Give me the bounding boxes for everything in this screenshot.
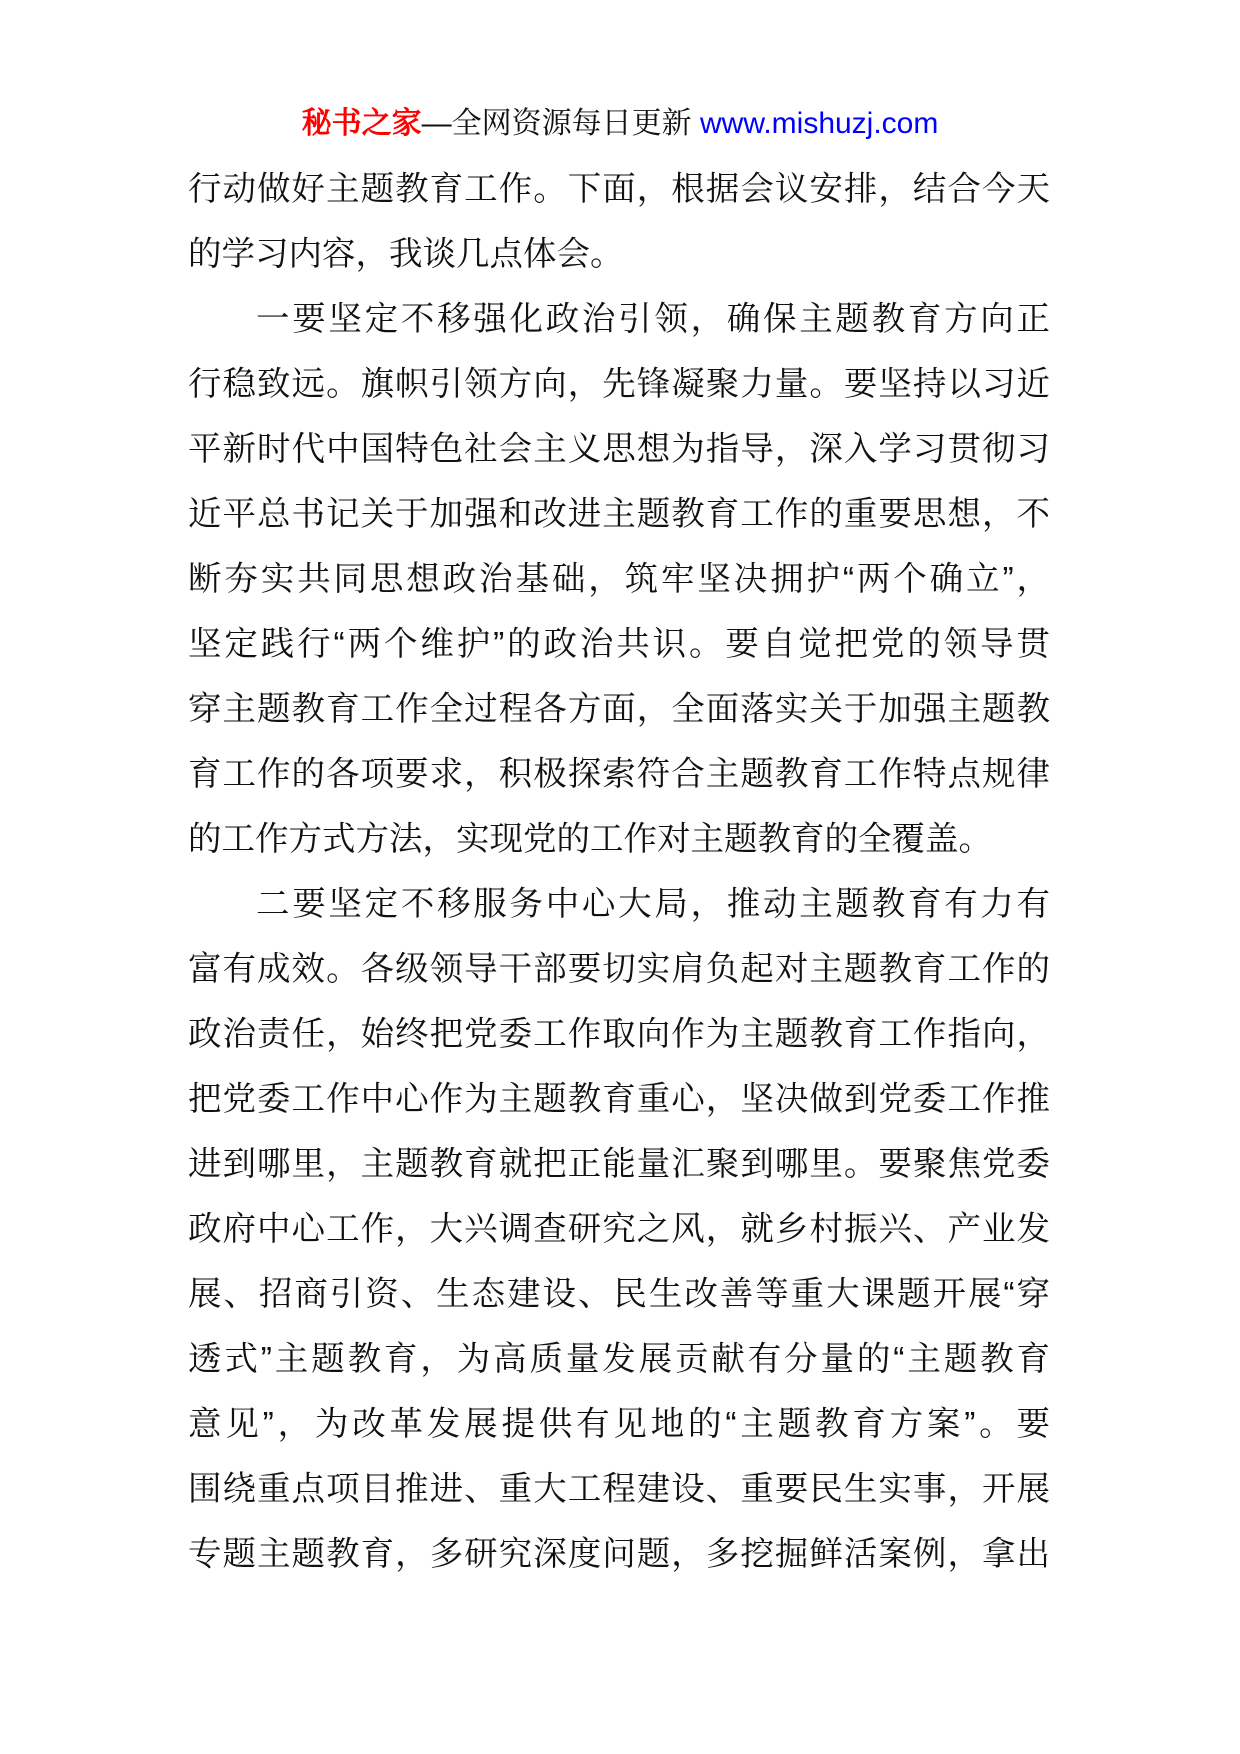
site-banner [0, 102, 1240, 146]
body-text-line: 断夯实共同思想政治基础，筑牢坚决拥护“两个确立”， [188, 561, 1050, 598]
body-text-line: 近平总书记关于加强和改进主题教育工作的重要思想，不 [188, 496, 1050, 533]
body-text-line: 把党委工作中心作为主题教育重心，坚决做到党委工作推 [188, 1081, 1050, 1118]
paragraph [188, 157, 1050, 287]
body-text-line: 坚定践行“两个维护”的政治共识。要自觉把党的领导贯 [188, 626, 1050, 663]
paragraph [188, 287, 1050, 872]
body-text-line: 一要坚定不移强化政治引领，确保主题教育方向正 [256, 301, 1050, 338]
body-text-line: 二要坚定不移服务中心大局，推动主题教育有力有 [256, 886, 1050, 923]
brand-name: 秘书之家 [301, 107, 422, 140]
body-text-line: 展、招商引资、生态建设、民生改善等重大课题开展“穿 [188, 1276, 1050, 1313]
body-text-line: 意见”，为改革发展提供有见地的“主题教育方案”。要 [188, 1406, 1050, 1443]
body-text-line: 的工作方式方法，实现党的工作对主题教育的全覆盖。 [188, 821, 992, 858]
body-text-line: 政治责任，始终把党委工作取向作为主题教育工作指向， [188, 1016, 1050, 1053]
body-text-line: 育工作的各项要求，积极探索符合主题教育工作特点规律 [188, 756, 1050, 793]
body-text-line: 平新时代中国特色社会主义思想为指导，深入学习贯彻习 [188, 431, 1050, 468]
body-text-line: 专题主题教育，多研究深度问题，多挖掘鲜活案例，拿出 [188, 1536, 1050, 1573]
banner-url: www.mishuzj.com [699, 107, 939, 140]
body-text-line: 的学习内容，我谈几点体会。 [188, 236, 624, 273]
document-body [188, 157, 1050, 1587]
paragraph [188, 872, 1050, 1587]
body-text-line: 政府中心工作，大兴调查研究之风，就乡村振兴、产业发 [188, 1211, 1050, 1248]
body-text-line: 围绕重点项目推进、重大工程建设、重要民生实事，开展 [188, 1471, 1050, 1508]
body-text-line: 进到哪里，主题教育就把正能量汇聚到哪里。要聚焦党委 [188, 1146, 1050, 1183]
banner-tagline: —全网资源每日更新 [421, 107, 700, 140]
body-text-line: 行动做好主题教育工作。下面，根据会议安排，结合今天 [188, 171, 1050, 208]
body-text-line: 透式”主题教育，为高质量发展贡献有分量的“主题教育 [188, 1341, 1050, 1378]
body-text-line: 富有成效。各级领导干部要切实肩负起对主题教育工作的 [188, 951, 1050, 988]
body-text-line: 行稳致远。旗帜引领方向，先锋凝聚力量。要坚持以习近 [188, 366, 1050, 403]
body-text-line: 穿主题教育工作全过程各方面，全面落实关于加强主题教 [188, 691, 1050, 728]
